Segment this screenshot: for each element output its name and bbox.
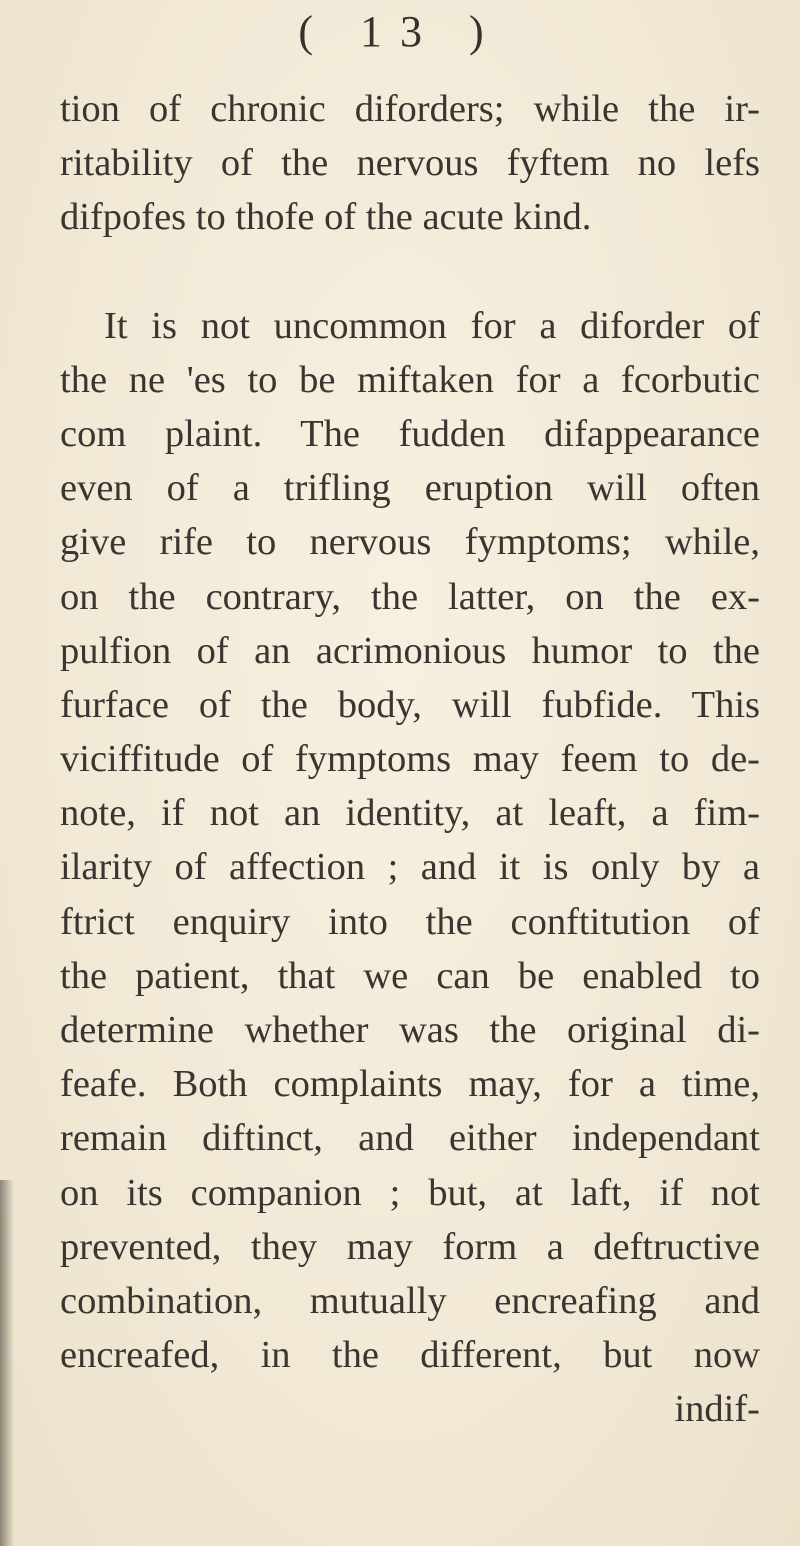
page-number: ( 13 ): [298, 7, 502, 56]
text-line: on the contrary, the latter, on the ex-: [60, 575, 760, 618]
text-line: furface of the body, will fubfide. This: [60, 683, 760, 726]
text-line: note, if not an identity, at leaft, a fim-: [60, 792, 760, 835]
text-line: pulfion of an acrimonious humor to the: [60, 629, 760, 672]
text-line: prevented, they may form a deftructive: [60, 1225, 760, 1268]
text-line: com plaint. The fudden difappearance: [60, 412, 760, 455]
catchword: indif-: [674, 1388, 760, 1431]
body-text: [60, 82, 760, 1437]
paragraph-gap: [60, 245, 760, 299]
text-line: remain diftinct, and either independant: [60, 1117, 760, 1160]
text-line: It is not uncommon for a diforder of: [104, 304, 760, 347]
text-line: combination, mutually encreafing and: [60, 1279, 760, 1322]
text-line: viciffitude of fymptoms may feem to de-: [60, 738, 760, 781]
paragraph-1: [60, 82, 760, 245]
text-line: encreafed, in the different, but now: [60, 1334, 760, 1377]
text-line: the patient, that we can be enabled to: [60, 954, 760, 997]
text-line: the ne 'es to be miftaken for a fcorbutic: [60, 358, 760, 401]
text-line: ilarity of affection ; and it is only by a: [60, 846, 760, 889]
text-line: give rife to nervous fymptoms; while,: [60, 521, 760, 564]
text-line: difpofes to thofe of the acute kind.: [60, 196, 592, 239]
text-line: determine whether was the original di-: [60, 1009, 760, 1051]
text-line: even of a trifling eruption will often: [60, 467, 760, 510]
text-line: tion of chronic diforders; while the ir-: [60, 88, 760, 130]
text-line: on its companion ; but, at laft, if not: [60, 1171, 760, 1214]
text-line: feafe. Both complaints may, for a time,: [60, 1063, 760, 1106]
text-line: ftrict enquiry into the conftitution of: [60, 900, 760, 943]
text-line: ritability of the nervous fyftem no lefs: [60, 142, 760, 185]
paragraph-2: [60, 299, 760, 1383]
page-edge-shadow: [0, 1180, 14, 1546]
